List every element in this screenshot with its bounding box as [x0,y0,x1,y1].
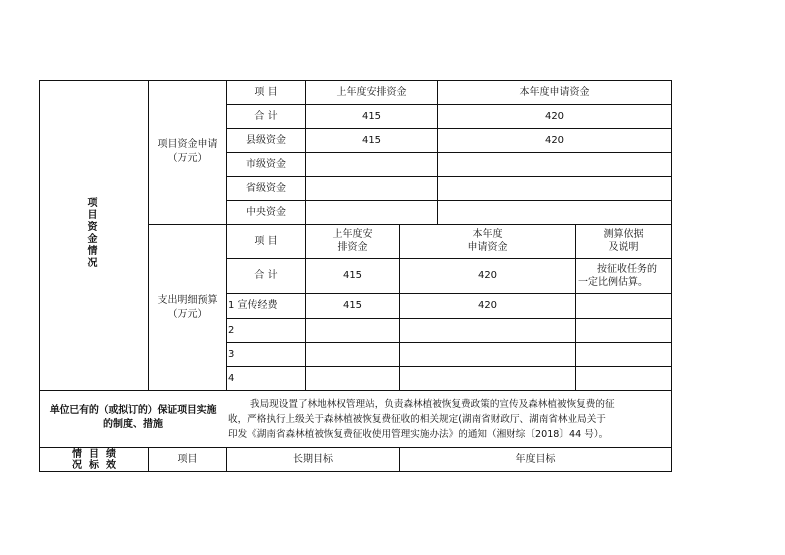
perf-label: 情 目 绩 [72,449,116,460]
row-line [226,318,671,319]
col-line [437,80,438,224]
col-line [148,80,149,390]
budget-side-unit: （万元） [167,309,208,320]
row-line [226,366,671,367]
budget-header-this: 本年度 [472,229,503,240]
budget-total-last: 415 [342,270,363,281]
budget-row-item: 2 [228,325,235,336]
budget-total-basis-2: 一定比例估算。 [578,277,648,288]
apply-row-item: 省级资金 [246,183,286,194]
budget-row-last: 415 [342,300,363,311]
row-line [226,342,671,343]
budget-total-basis: 按征收任务的 [597,264,657,275]
apply-side-label: 项目资金申请 [157,139,218,150]
apply-row-item: 中央资金 [246,207,286,218]
perf-label-2: 况 标 效 [72,460,116,471]
section-line [39,390,671,391]
budget-side-label: 支出明细预算 [157,295,218,306]
measures-label-2: 的制度、措施 [103,419,163,430]
budget-row-this: 420 [477,300,498,311]
apply-header-this: 本年度申请资金 [519,87,590,98]
budget-row-item: 4 [228,373,235,384]
apply-row-this: 420 [544,111,565,122]
budget-header-basis: 测算依据 [603,229,644,240]
budget-header-this-2: 申请资金 [467,242,508,253]
perf-col-long: 长期目标 [293,454,333,465]
budget-row-item: 1 宣传经费 [228,300,278,311]
apply-row-item: 合 计 [254,111,278,122]
budget-total-label: 合 计 [254,270,278,281]
apply-row-last: 415 [361,111,382,122]
budget-header-last-2: 排资金 [337,242,368,253]
apply-header-item: 项 目 [254,87,278,98]
measures-text-line: 收，严格执行上级关于森林植被恢复费征收的相关规定(湖南省财政厅、湖南省林业局关于 [228,414,606,425]
budget-header-basis-2: 及说明 [608,242,639,253]
apply-side-unit: （万元） [167,153,208,164]
budget-header-item: 项 目 [254,236,278,247]
row-line [226,104,671,105]
budget-total-this: 420 [477,270,498,281]
row-line [226,128,671,129]
col-line [305,80,306,224]
measures-text-line: 印发《湖南省森林植被恢复费征收使用管理实施办法》的通知（湘财综〔2018〕44 号）。 [228,429,609,440]
table-border-right [671,80,672,472]
measures-text-line: 我局现设置了林地林权管理站，负责森林植被恢复费政策的宣传及森林植被恢复费的征 [250,399,615,410]
apply-header-last: 上年度安排资金 [336,87,407,98]
apply-row-this: 420 [544,135,565,146]
perf-col-year: 年度目标 [515,454,556,465]
apply-row-item: 县级资金 [246,135,286,146]
row-line [226,293,671,294]
measures-label: 单位已有的（或拟订的）保证项目实施 [49,405,217,416]
perf-col-item: 项目 [177,454,198,465]
budget-row-item: 3 [228,349,235,360]
apply-row-item: 市级资金 [246,159,286,170]
row-line [226,152,671,153]
row-line [226,176,671,177]
budget-header-last: 上年度安 [332,229,373,240]
row-line [226,200,671,201]
apply-row-last: 415 [361,135,382,146]
row-line [226,258,671,259]
fund-section-label: 项目资金情况 [87,198,98,269]
table-border-top [39,80,671,81]
